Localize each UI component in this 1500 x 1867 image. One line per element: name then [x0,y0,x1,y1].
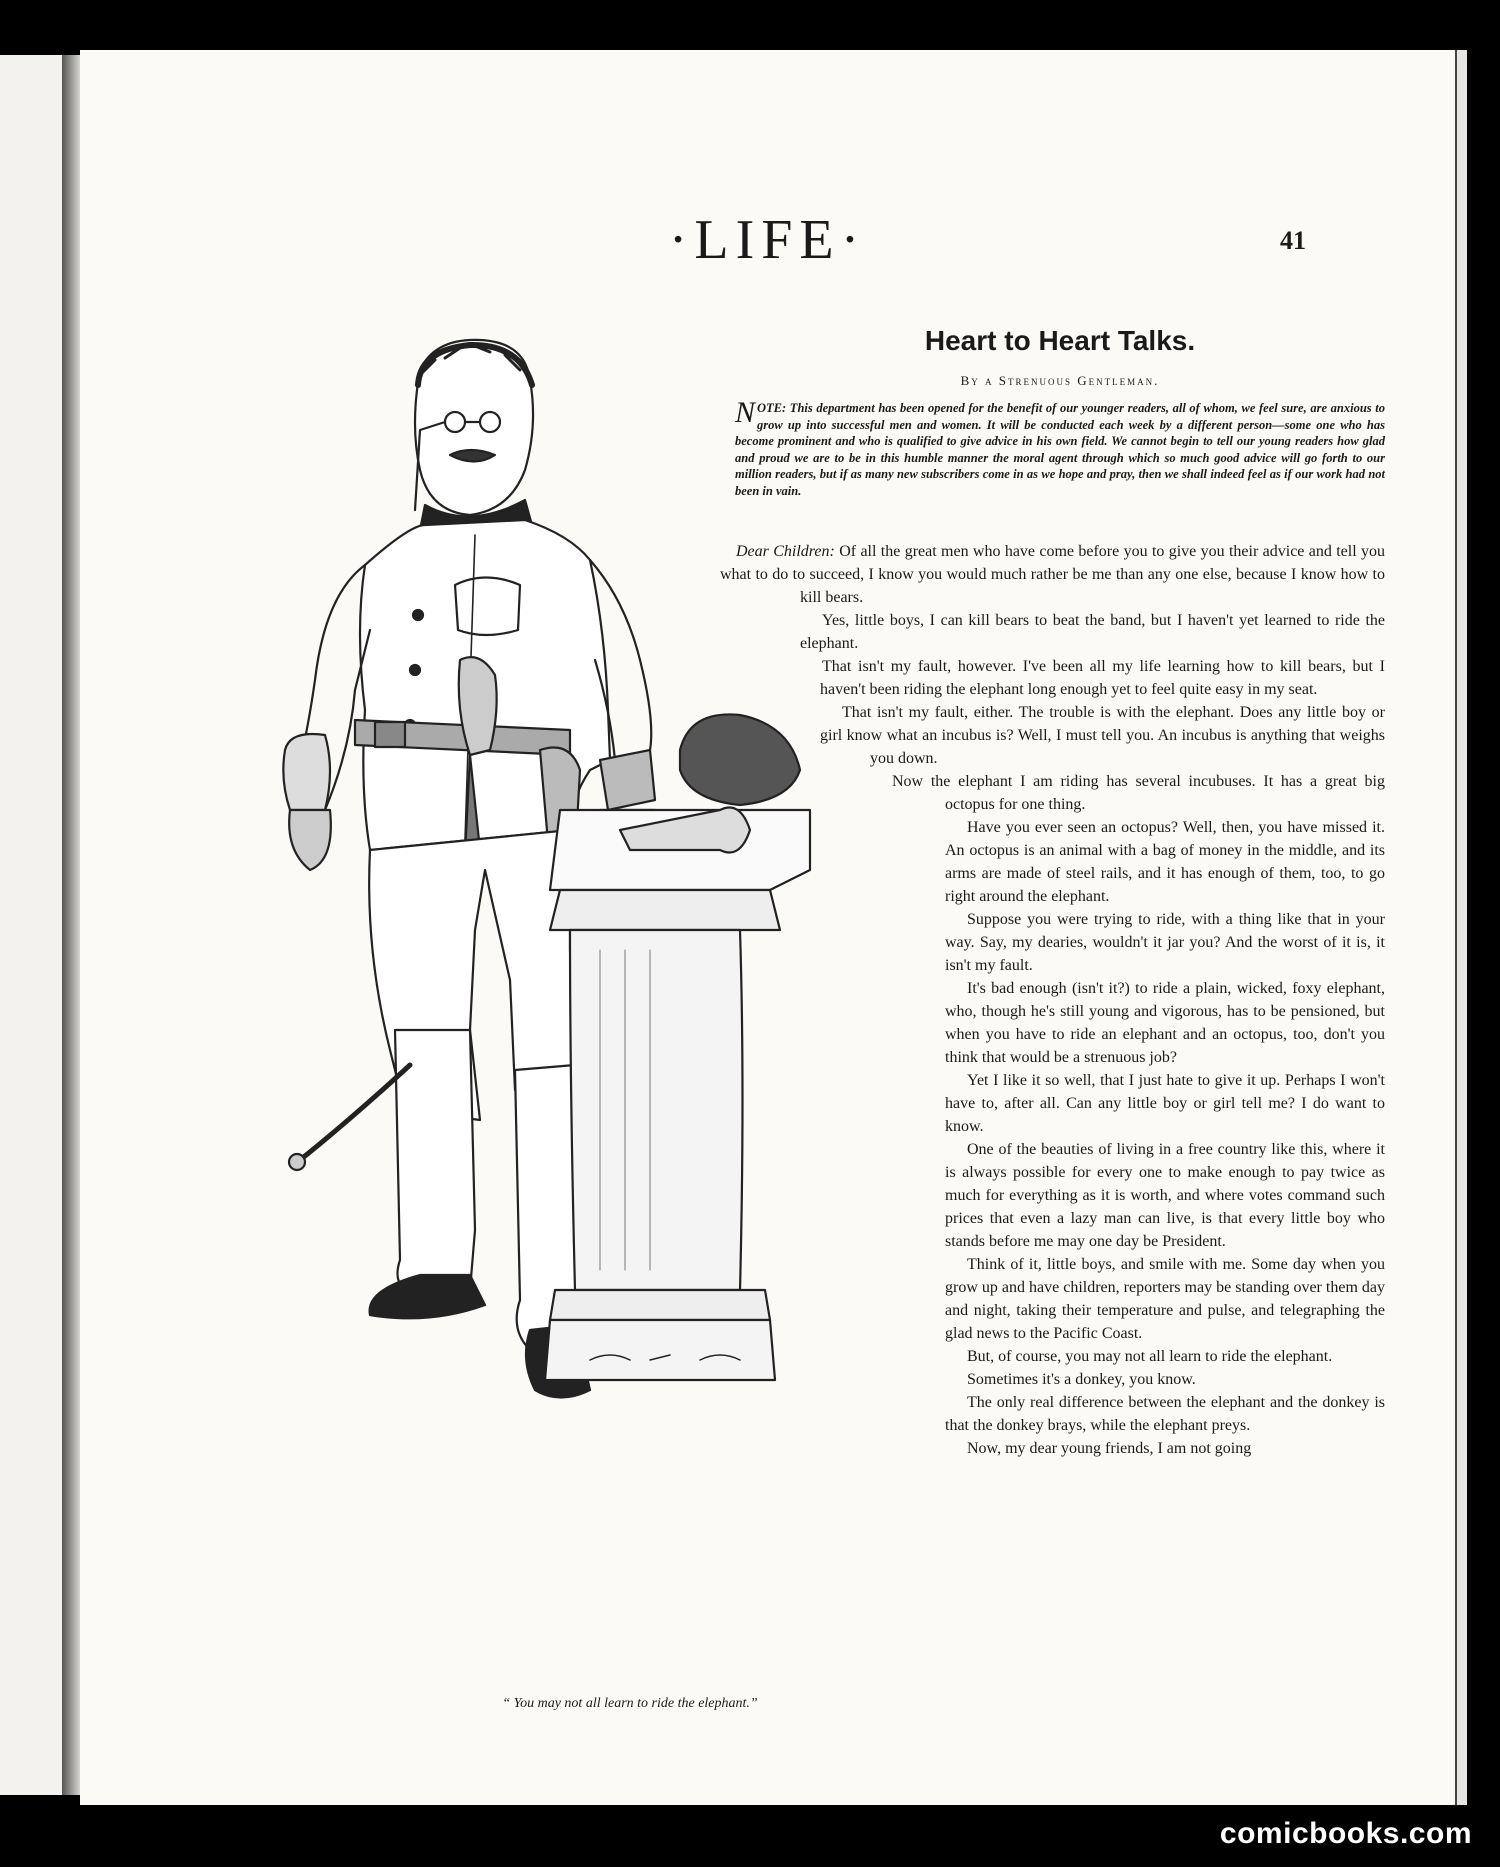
paragraph: That isn't my fault, however. I've been all my life learning how to kill bears, but I haven't been riding the elephant long enough yet to feel quite easy in my seat. [820,658,1385,698]
article-title: Heart to Heart Talks. [924,325,1196,356]
soldier-illustration [270,330,950,1660]
paragraph: Now, my dear young friends, I am not going [967,1440,1252,1457]
byline: By a Strenuous Gentleman. [960,373,1160,388]
paragraph: Think of it, little boys, and smile with me. Some day when you grow up and have children, reporters may be standing over them day and night, taking their temperature and pulse, and telegraphing the glad news to the Pacific Coast. [945,1256,1385,1342]
paragraph: Yet I like it so well, that I just hate to give it up. Perhaps I won't have to, after all. Can any little boy or girl tell me? I do want to know. [945,1072,1385,1135]
facing-page-edge [0,55,62,1795]
paragraph: Suppose you were trying to ride, with a thing like that in your way. Say, my dearies, wouldn't it jar you? And the worst of it is, it isn't my fault. [945,911,1385,974]
paragraph: That isn't my fault, either. The trouble is with the elephant. Does any little boy or girl know what an incubus is? Well, I must tell you. An incubus is anything that weighs you down. [820,704,1385,767]
paragraph: Have you ever seen an octopus? Well, then, you have missed it. An octopus is an animal with a bag of money in the middle, and its arms are made of steel rails, and it has enough of them, too, to go right around the elephant. [945,819,1385,905]
note-dropcap: N [735,396,756,429]
paragraph: It's bad enough (isn't it?) to ride a plain, wicked, foxy elephant, who, though he's still young and vigorous, has to be pensioned, but when you have to ride an elephant and an octopus, too, don't you think that would be a strenuous job? [945,980,1385,1066]
note-text: OTE: This department has been opened for the benefit of our younger readers, all of whom, we feel sure, are anxious to grow up into successful men and women. It will be conducted each week by a different person—some one who has become prominent and who is qualified to give advice in his own field. We cannot begin to tell our young readers how glad and proud we are to be in this humble manner the moral agent through which so much good advice will go forth to our million readers, but if as many new subscribers come in as we hope and pray, then we shall indeed feel as if our work had not been in vain. [735,401,1385,498]
salutation: Dear Children: [736,543,835,560]
paragraph: Yes, little boys, I can kill bears to beat the band, but I haven't yet learned to ride the elephant. [800,612,1385,652]
watermark-text: comicbooks.com [1219,1817,1472,1850]
paragraph: One of the beauties of living in a free country like this, where it is always possible for every one to make enough to pay twice as much for everything as it is worth, and where votes command such prices that even a lazy man can live, is that every little boy who stands before me may one day be President. [945,1141,1385,1250]
page-number: 41 [1280,226,1306,255]
paragraph: But, of course, you may not all learn to ride the elephant. [967,1348,1333,1365]
paragraph: Sometimes it's a donkey, you know. [967,1371,1196,1388]
illustration-caption: “ You may not all learn to ride the elephant.” [502,1696,758,1711]
magazine-page [80,50,1455,1805]
paragraph: Dear Children: Of all the great men who have come before you to give you their advice and tell you what to do to succeed, I know you would much rather be me than any one else, because I know how to kill bears. [720,543,1386,606]
paragraph: Now the elephant I am riding has several incubuses. It has a great big octopus for one thing. [892,773,1385,813]
page-edge-right [1455,50,1467,1805]
masthead: ·LIFE· [668,209,867,271]
page-gutter [62,55,80,1795]
paragraph: The only real difference between the elephant and the donkey is that the donkey brays, while the elephant preys. [945,1394,1385,1434]
